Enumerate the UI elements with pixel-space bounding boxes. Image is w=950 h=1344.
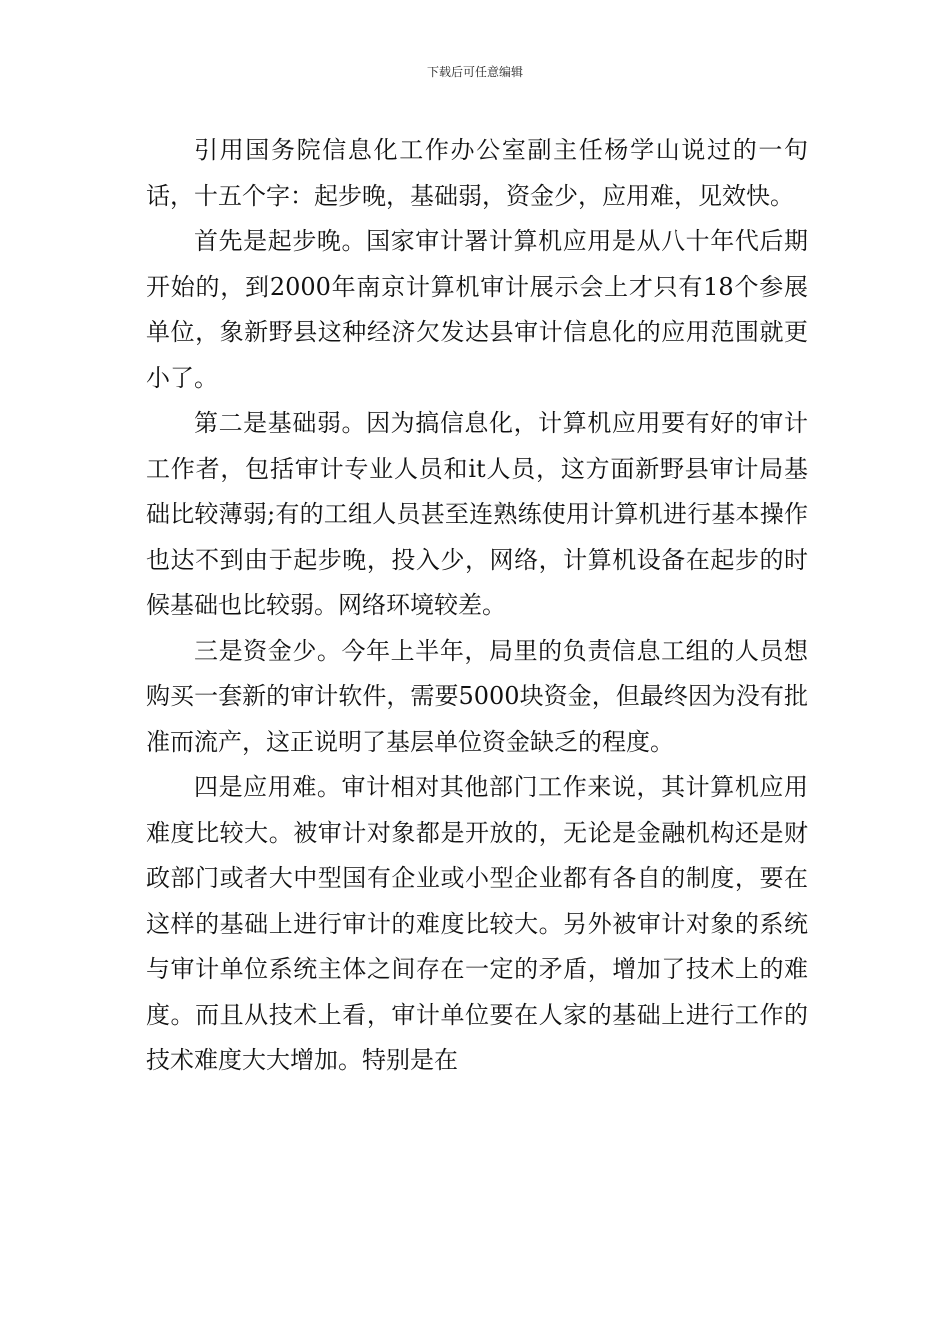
paragraph-late-start: 首先是起步晚。国家审计署计算机应用是从八十年代后期开始的，到2000年南京计算机审计展示会上才只有18个参展单位，象新野县这种经济欠发达县审计信息化的应用范围就更小了。: [146, 227, 808, 392]
document-body: [146, 128, 808, 1084]
paragraph-intro: 引用国务院信息化工作办公室副主任杨学山说过的一句话，十五个字：起步晚，基础弱，资金少，应用难，见效快。: [146, 136, 808, 210]
paragraph-weak-foundation: 第二是基础弱。因为搞信息化，计算机应用要有好的审计工作者，包括审计专业人员和it人员，这方面新野县审计局基础比较薄弱;有的工组人员甚至连熟练使用计算机进行基本操作也达不到由于起步晚，投入少，网络，计算机设备在起步的时候基础也比较弱。网络环境较差。: [146, 409, 808, 619]
paragraph-low-funding: 三是资金少。今年上半年，局里的负责信息工组的人员想购买一套新的审计软件，需要5000块资金，但最终因为没有批准而流产，这正说明了基层单位资金缺乏的程度。: [146, 636, 808, 756]
paragraph-hard-application: 四是应用难。审计相对其他部门工作来说，其计算机应用难度比较大。被审计对象都是开放的，无论是金融机构还是财政部门或者大中型国有企业或小型企业都有各自的制度，要在这样的基础上进行审计的难度比较大。另外被审计对象的系统与审计单位系统主体之间存在一定的矛盾，增加了技术上的难度。而且从技术上看，审计单位要在人家的基础上进行工作的技术难度大大增加。特别是在: [146, 773, 808, 1074]
page-header: 下载后可任意编辑: [426, 65, 523, 79]
